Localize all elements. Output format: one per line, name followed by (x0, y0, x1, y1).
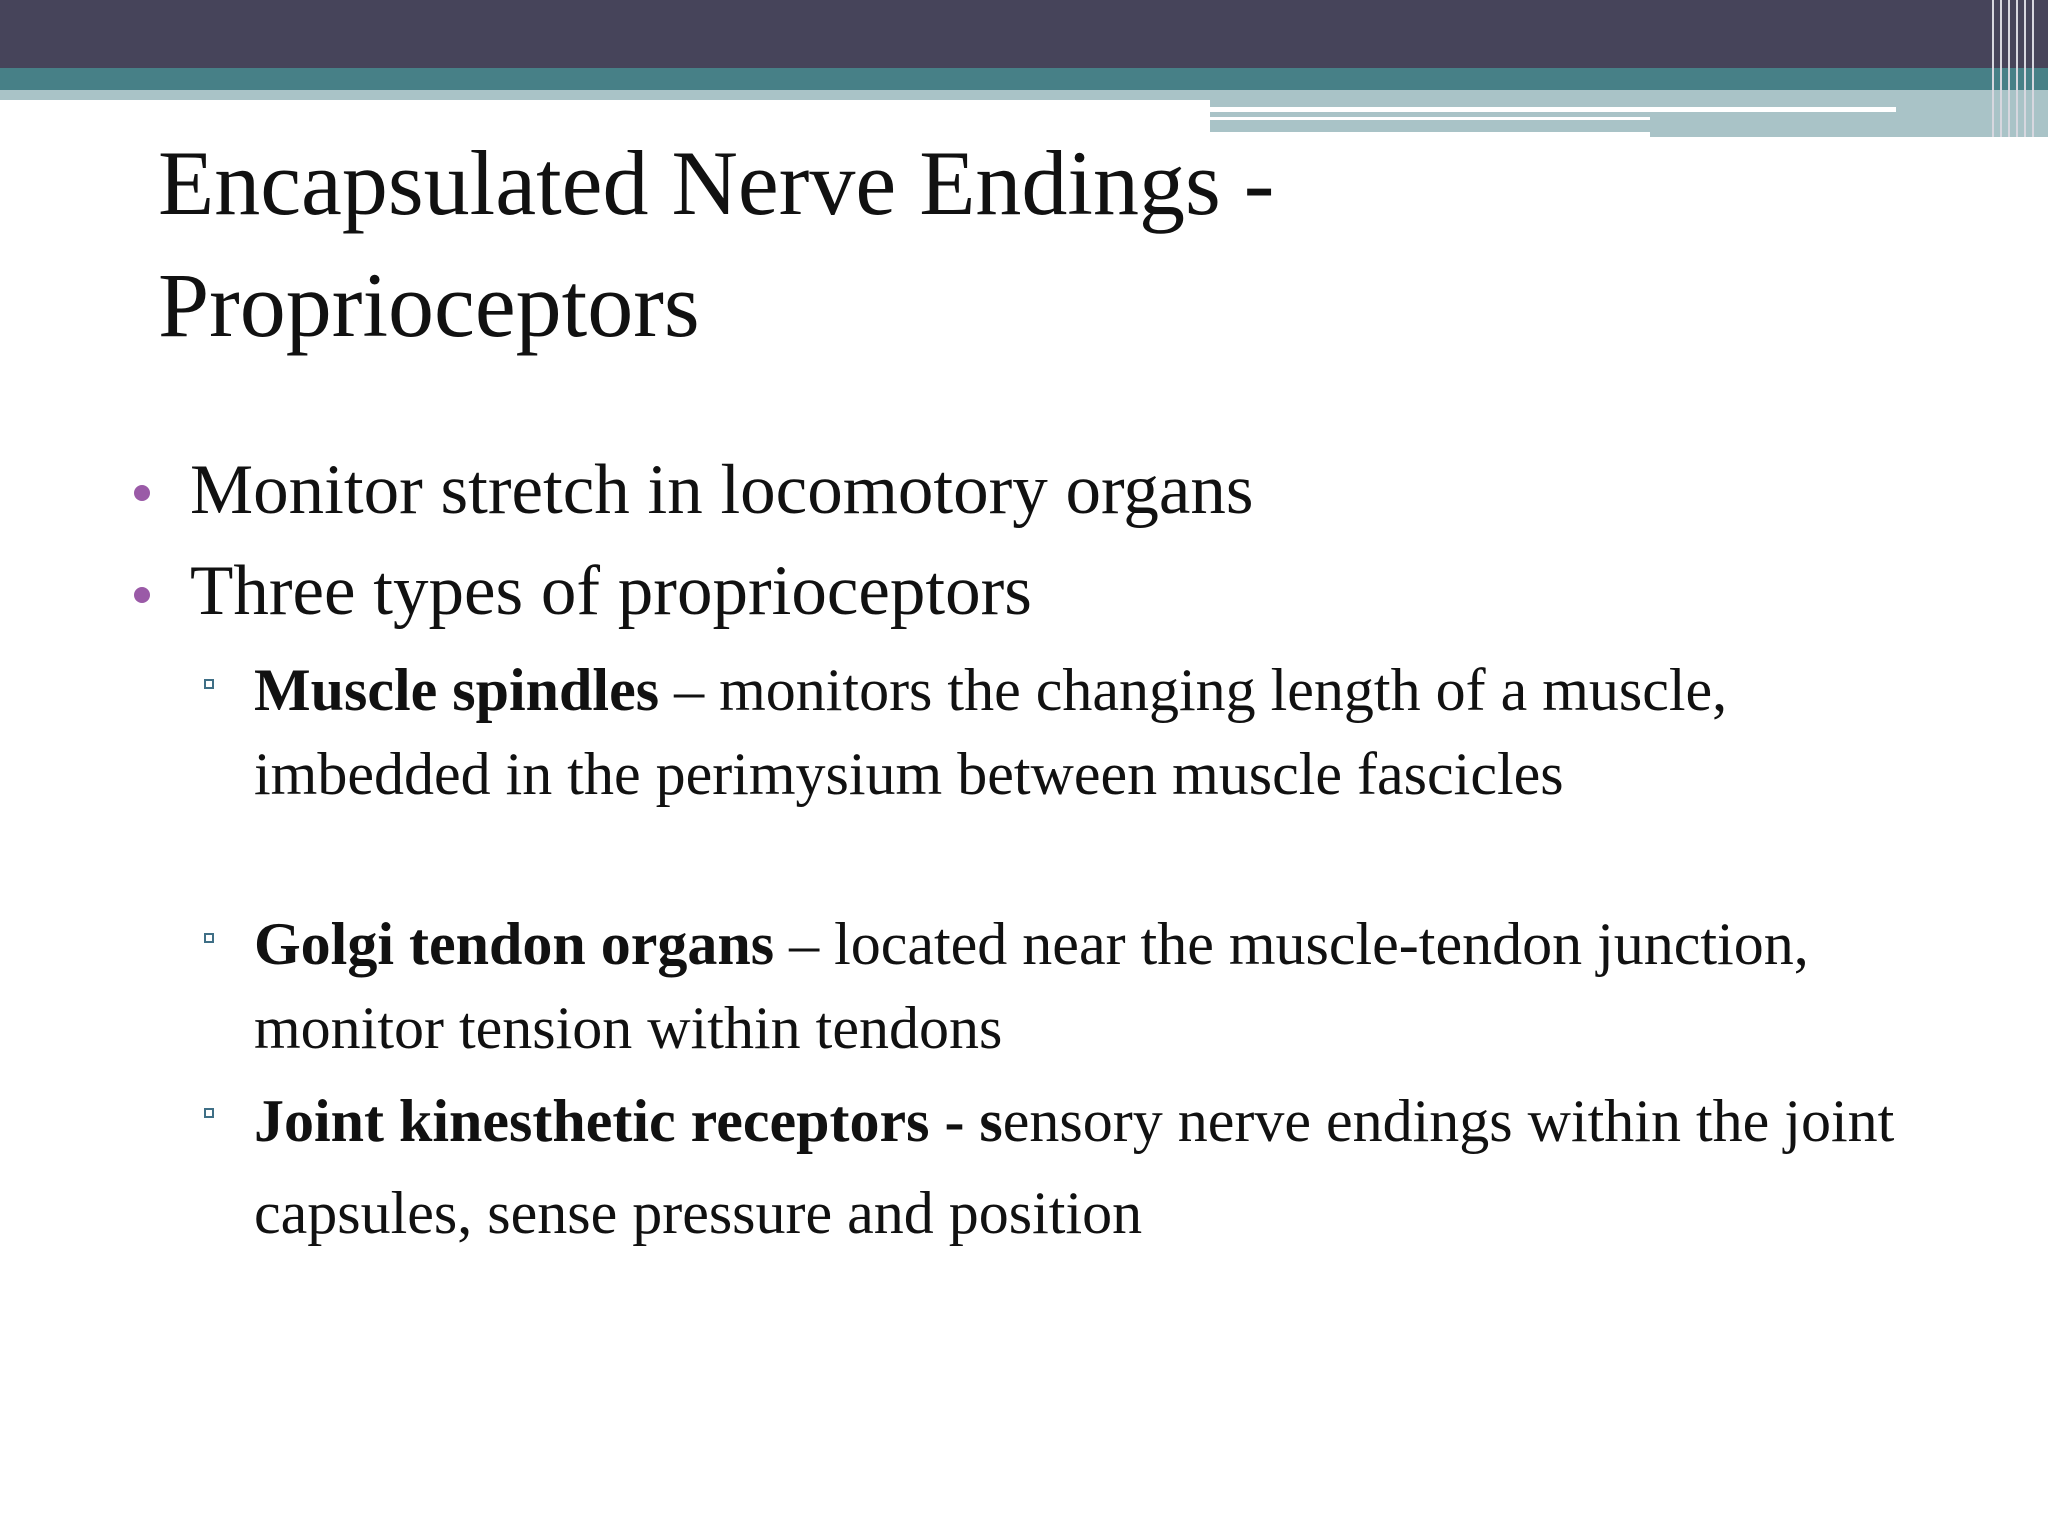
header-white-line-1 (1210, 107, 1896, 112)
bullet-dot-icon (134, 485, 150, 501)
sub-bullet-square-icon (204, 933, 214, 943)
bullet-text: Three types of proprioceptors (190, 552, 1032, 630)
sub-bullet-term: Golgi tendon organs (254, 911, 775, 977)
sub-bullet-term: Joint kinesthetic receptors - s (254, 1088, 1003, 1154)
header-bar-light-left (0, 90, 1210, 100)
header-white-line-2 (1210, 117, 1650, 120)
sub-bullet-description: – located near the muscle-tendon junction, monitor tension within tendons (254, 911, 1809, 1061)
header-stripes (1988, 0, 2048, 137)
sub-bullet-muscle-spindles (254, 648, 1944, 816)
header-bar-dark (0, 0, 2048, 68)
bullet-dot-icon (134, 587, 150, 603)
slide-title-line-1: Encapsulated Nerve Endings - (158, 132, 1275, 234)
bullet-text: Monitor stretch in locomotory organs (190, 451, 1254, 529)
sub-bullet-term: Muscle spindles (254, 657, 660, 723)
sub-bullet-square-icon (204, 1108, 214, 1118)
slide-title (158, 122, 1858, 366)
sub-bullet-description: ensory nerve endings within the joint capsules, sense pressure and position (254, 1088, 1895, 1246)
sub-bullet-square-icon (204, 679, 214, 689)
header-bar-teal (0, 68, 2048, 90)
sub-bullet-description: – monitors the changing length of a muscle, imbedded in the perimysium between muscle fascicles (254, 657, 1728, 807)
header-gap-line (0, 100, 1210, 106)
sub-bullet-joint-kinesthetic-receptors (254, 1075, 1944, 1259)
sub-bullet-golgi-tendon-organs (254, 902, 1944, 1070)
slide-title-line-2: Proprioceptors (158, 254, 700, 356)
